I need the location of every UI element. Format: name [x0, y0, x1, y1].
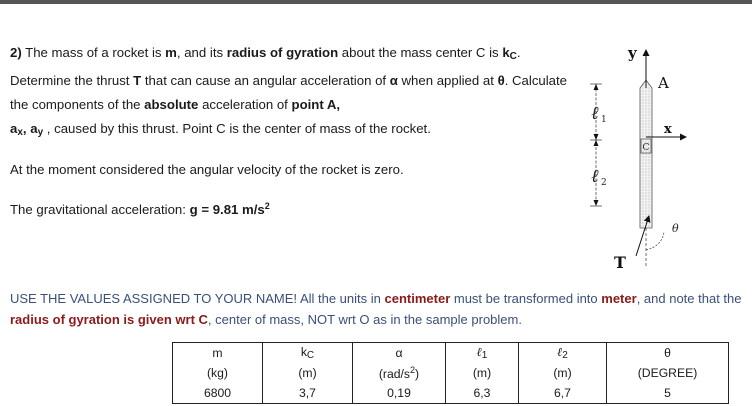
radius-of-gyration-term: radius of gyration: [226, 45, 339, 60]
problem-paragraph-2: At the moment considered the angular velocity of the rocket is zero.: [10, 162, 404, 177]
text-run: ,: [22, 121, 31, 136]
value-m: 6800: [173, 383, 263, 404]
unit-rad-close: ): [415, 367, 420, 381]
gravity-value: [190, 202, 270, 217]
kc-symbol: [502, 45, 517, 60]
header-l2: [519, 343, 607, 364]
mass-symbol: m: [165, 45, 177, 60]
header-m: m: [173, 343, 263, 364]
table-header-row: [173, 343, 729, 364]
ay-symbol: [30, 121, 43, 136]
point-a-term: point A,: [291, 97, 341, 112]
values-table: [172, 342, 729, 404]
value-l2: 6,7: [519, 383, 607, 404]
text-run: , and its: [176, 45, 227, 60]
l1-label: [591, 103, 607, 125]
absolute-term: absolute: [144, 97, 199, 112]
k-subscript: C: [509, 51, 517, 62]
l1-header-subscript: 1: [481, 350, 488, 361]
gravity-text: g = 9.81 m/s: [189, 202, 265, 217]
unit-m: (m): [446, 363, 519, 383]
k-letter: k: [502, 45, 510, 60]
c-label: C: [642, 143, 650, 153]
thrust-symbol: T: [133, 73, 142, 88]
x-axis-label: x: [664, 122, 672, 137]
header-alpha: α: [353, 343, 446, 364]
header-theta: θ: [607, 343, 729, 364]
value-alpha: 0,19: [353, 383, 446, 404]
table-units-row: [173, 363, 729, 383]
text-run: about the mass center C is: [338, 45, 503, 60]
l2-label: [591, 166, 607, 188]
l2-header-subscript: 2: [562, 350, 568, 361]
instructions-note: [10, 288, 745, 330]
ay-subscript: y: [37, 127, 44, 138]
theta-symbol: θ: [497, 73, 505, 88]
text-run: acceleration of: [198, 97, 292, 112]
meter-term: meter: [601, 291, 637, 306]
thrust-label: T: [614, 253, 626, 272]
svg-text:2: 2: [601, 178, 607, 188]
text-run: . Determine the thrust: [10, 45, 521, 88]
problem-statement: [10, 41, 570, 222]
centimeter-term: centimeter: [384, 291, 451, 306]
header-kc: [263, 343, 353, 364]
unit-m: (m): [519, 363, 607, 383]
l2-header-letter: ℓ: [557, 345, 563, 359]
gravity-exponent: 2: [264, 201, 270, 211]
ay-letter: a: [30, 121, 38, 136]
unit-rad-text: (rad/s: [378, 367, 411, 381]
ax-symbol: [10, 121, 23, 136]
problem-paragraph-3: [10, 194, 570, 222]
text-run: that can cause an angular acceleration of: [141, 73, 390, 88]
svg-text:ℓ: ℓ: [591, 103, 599, 124]
alpha-symbol: α: [389, 73, 398, 88]
svg-text:ℓ: ℓ: [591, 166, 599, 187]
text-run: The gravitational acceleration:: [10, 202, 190, 217]
unit-degree: (DEGREE): [607, 363, 729, 383]
text-run: when applied at: [397, 73, 498, 88]
text-run: USE THE VALUES ASSIGNED TO YOUR NAME! All the units in: [10, 291, 385, 306]
theta-label: θ: [672, 222, 679, 235]
point-a-label: A: [658, 74, 669, 92]
theta-arc: [646, 232, 664, 250]
text-run: , caused by this thrust. Point C is the center of mass of the rocket.: [43, 121, 431, 136]
top-border: [0, 0, 752, 4]
problem-paragraph-1: [10, 41, 570, 145]
text-run: , center of mass, NOT wrt O as in the sample problem.: [207, 312, 522, 327]
text-run: must be transformed into: [450, 291, 602, 306]
unit-kg: (kg): [173, 363, 263, 383]
y-axis-label: y: [628, 44, 637, 62]
rocket-figure: [570, 36, 752, 276]
unit-m: (m): [263, 363, 353, 383]
kc-header-letter: k: [300, 345, 307, 359]
ax-subscript: x: [17, 127, 23, 138]
problem-number: 2): [10, 45, 22, 60]
svg-text:1: 1: [601, 115, 607, 125]
table-row: [173, 383, 729, 404]
value-l1: 6,3: [446, 383, 519, 404]
rocket-body: [640, 80, 652, 228]
unit-rad: [353, 363, 446, 383]
text-run: . Calculate the components of the: [10, 73, 568, 112]
value-theta: 5: [607, 383, 729, 404]
value-kc: 3,7: [263, 383, 353, 404]
text-run: , and note that the: [636, 291, 742, 306]
unit-rad-exponent: 2: [410, 365, 416, 375]
header-l1: [446, 343, 519, 364]
radius-wrt-c-term: radius of gyration is given wrt C: [10, 312, 208, 327]
ax-letter: a: [10, 121, 18, 136]
l1-header-letter: ℓ: [476, 345, 482, 359]
kc-header-subscript: C: [306, 350, 315, 361]
text-run: The mass of a rocket is: [21, 45, 166, 60]
